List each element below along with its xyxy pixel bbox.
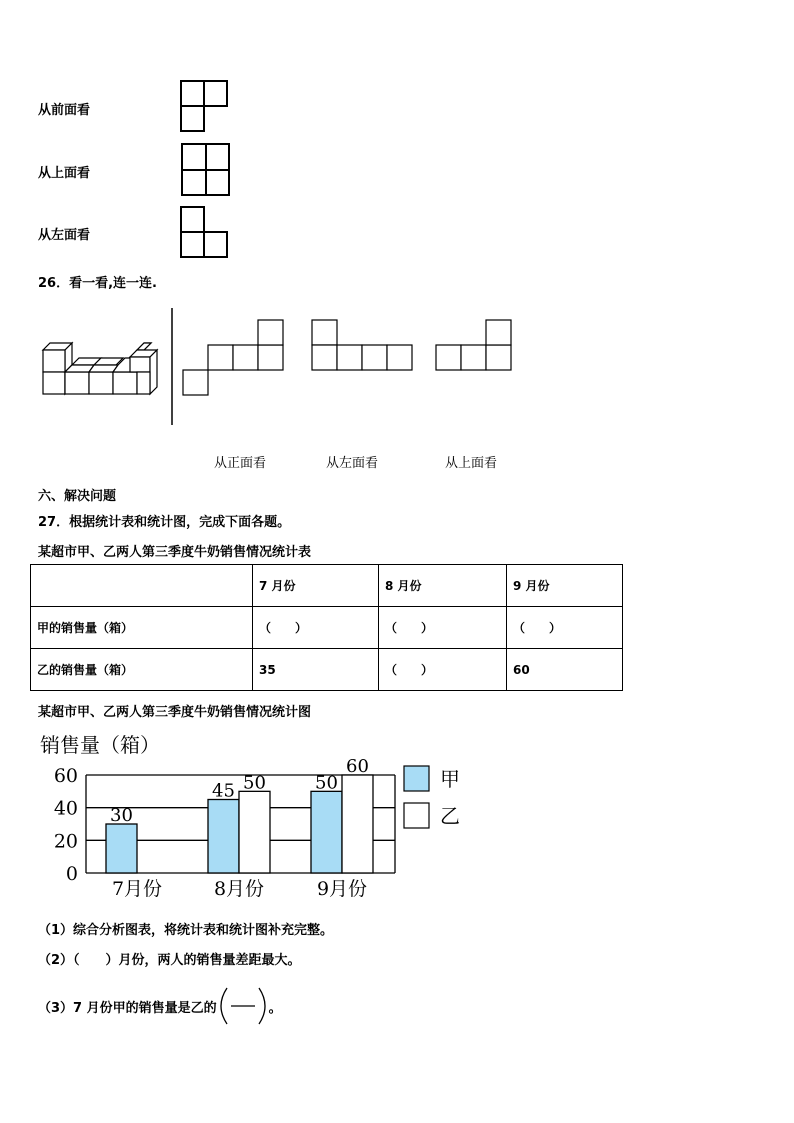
table-title: 某超市甲、乙两人第三季度牛奶销售情况统计表 bbox=[38, 545, 312, 560]
bar-甲-8月份 bbox=[208, 800, 239, 874]
top-view-figure bbox=[182, 144, 229, 195]
table-row bbox=[31, 649, 623, 691]
bar-乙-8月份 bbox=[239, 791, 270, 873]
cube-figure bbox=[43, 343, 157, 394]
sub-question-2: （2）（ ）月份，两人的销售量差距最大。 bbox=[38, 953, 301, 968]
table-cell: 60 bbox=[507, 649, 623, 691]
table-header-cell: 9 月份 bbox=[507, 565, 623, 607]
y-tick-label: 40 bbox=[53, 797, 78, 820]
y-tick-label: 60 bbox=[53, 765, 78, 787]
data-label: 50 bbox=[315, 772, 338, 794]
q26-view-label-top: 从上面看 bbox=[445, 456, 498, 471]
table-header-row bbox=[31, 565, 623, 607]
chart-title: 某超市甲、乙两人第三季度牛奶销售情况统计图 bbox=[38, 705, 312, 720]
sub-question-3-prefix: （3）7 月份甲的销售量是乙的 bbox=[38, 1000, 217, 1016]
legend-label: 乙 bbox=[440, 804, 460, 828]
legend-label: 甲 bbox=[440, 767, 460, 791]
q26-view-label-left: 从左面看 bbox=[326, 456, 379, 471]
bar-甲-7月份 bbox=[106, 824, 137, 873]
table-header-cell: 7 月份 bbox=[253, 565, 379, 607]
view-label-top: 从上面看 bbox=[38, 166, 91, 181]
section6-title: 六、解决问题 bbox=[38, 489, 117, 504]
table-header-cell bbox=[31, 565, 253, 607]
legend-swatch-乙 bbox=[404, 803, 429, 828]
q26-figures bbox=[38, 305, 518, 430]
sub-question-3-suffix: 。 bbox=[268, 1000, 282, 1016]
table-cell: 35 bbox=[253, 649, 379, 691]
x-tick-label: 9月份 bbox=[316, 878, 368, 900]
stats-table bbox=[30, 564, 623, 691]
table-header-cell: 8 月份 bbox=[379, 565, 507, 607]
front-view-figure bbox=[181, 81, 227, 131]
y-axis-label: 销售量（箱） bbox=[40, 733, 160, 757]
q26-view-b-figure bbox=[312, 320, 412, 370]
q27-title: 27．根据统计表和统计图，完成下面各题。 bbox=[38, 515, 291, 530]
data-label: 45 bbox=[212, 780, 235, 802]
legend-swatch-甲 bbox=[404, 766, 429, 791]
left-view-figure bbox=[181, 207, 227, 257]
sub-question-1: （1）综合分析图表，将统计表和统计图补充完整。 bbox=[38, 923, 334, 938]
y-tick-label: 20 bbox=[53, 830, 78, 853]
answer-blank[interactable]: （ ） bbox=[507, 607, 623, 649]
q26-title: 26．看一看,连一连. bbox=[38, 276, 157, 291]
data-label: 50 bbox=[243, 772, 266, 794]
q26-view-a-figure bbox=[183, 320, 283, 395]
fraction-blank[interactable] bbox=[217, 985, 269, 1027]
answer-blank[interactable]: （ ） bbox=[253, 607, 379, 649]
view-label-left: 从左面看 bbox=[38, 228, 91, 243]
x-tick-label: 8月份 bbox=[213, 878, 265, 900]
bar-甲-9月份 bbox=[311, 791, 342, 873]
table-row bbox=[31, 607, 623, 649]
view-label-front: 从前面看 bbox=[38, 103, 91, 118]
answer-blank[interactable]: （ ） bbox=[379, 607, 507, 649]
data-label: 60 bbox=[346, 756, 369, 777]
data-label: 30 bbox=[110, 805, 133, 826]
bar-乙-9月份 bbox=[342, 775, 373, 873]
q26-view-label-front: 从正面看 bbox=[214, 456, 267, 471]
y-tick-label: 0 bbox=[65, 863, 78, 885]
sub-question-3 bbox=[38, 985, 282, 1027]
answer-blank[interactable]: （ ） bbox=[379, 649, 507, 691]
x-tick-label: 7月份 bbox=[111, 878, 163, 900]
q26-view-c-figure bbox=[436, 320, 511, 370]
row-label: 乙的销售量（箱） bbox=[31, 649, 253, 691]
view-figures bbox=[175, 75, 235, 265]
row-label: 甲的销售量（箱） bbox=[31, 607, 253, 649]
bar-chart bbox=[38, 730, 478, 905]
